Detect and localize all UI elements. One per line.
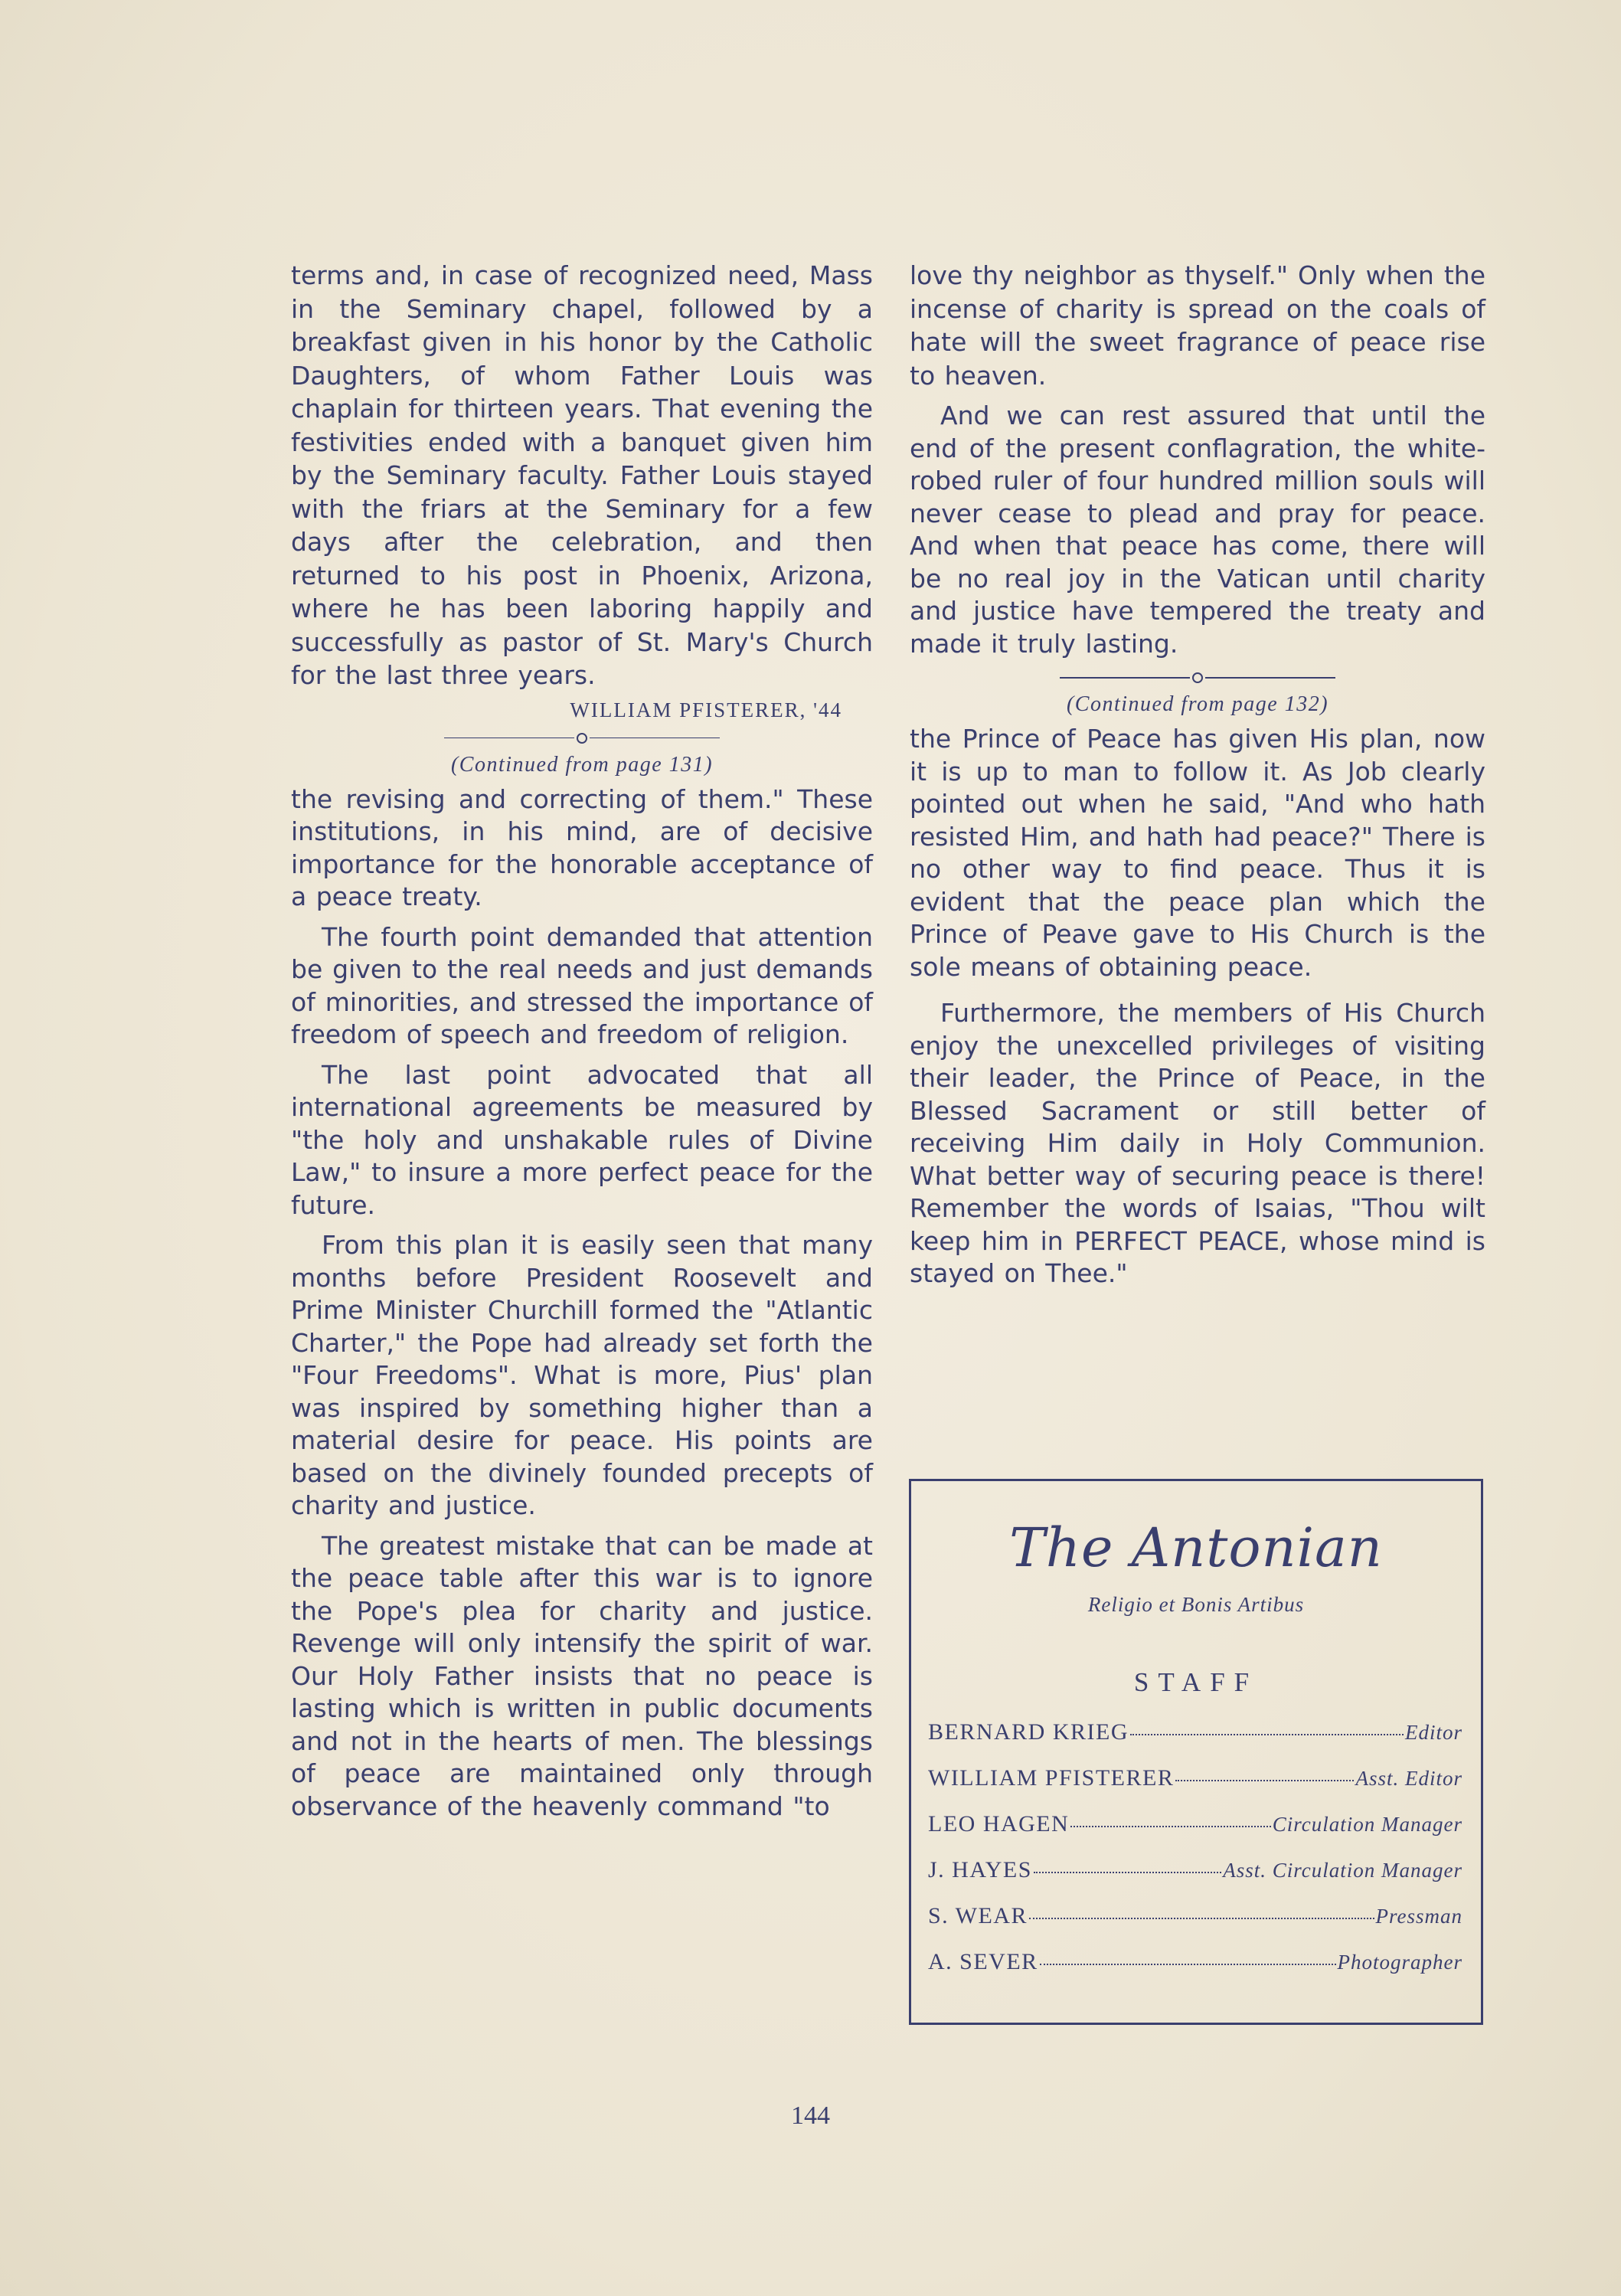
right-paragraph-2: And we can rest assured that until the end of the present conflagration, the white-robed ruler of four hundred million souls will never cease to plead and pray for peace. And when that peace has come, there will be no real joy in the Vatican until charity and justice have tempered the treaty and made it truly lasting. xyxy=(910,401,1485,659)
section-divider xyxy=(910,672,1485,683)
dot-leader xyxy=(1040,1964,1336,1965)
left-paragraph-1: terms and, in case of recognized need, Mass in the Seminary chapel, followed by a breakfast given in his honor by the Catholic Daughters, of whom Father Louis was chaplain for thirteen years. That evening the festivities ended with a banquet given him by the Seminary faculty. Father Louis stayed with the friars at the Seminary for a few days after the celebration, and then returned to his post in Phoenix, Arizona, where he has been laboring happily and successfully as pastor of St. Mary's Church for the last three years. xyxy=(291,260,873,690)
staff-row xyxy=(928,1903,1462,1949)
dot-leader xyxy=(1034,1872,1221,1873)
staff-role: Asst. Circulation Manager xyxy=(1223,1859,1462,1882)
page-number: 144 xyxy=(791,2101,830,2130)
staff-row xyxy=(928,1857,1462,1903)
staff-row xyxy=(928,1719,1462,1765)
masthead-title: The Antonian xyxy=(1009,1516,1383,1579)
left-paragraph-5: From this plan it is easily seen that many months before President Roosevelt and Prime Minister Churchill formed the "Atlantic Charter," the Pope had already set forth the "Four Freedoms". What is more, Pius' plan was inspired by something higher than a material desire for peace. His points are based on the divinely founded precepts of charity and justice. xyxy=(291,1230,873,1520)
staff-role: Pressman xyxy=(1375,1905,1462,1928)
dot-leader xyxy=(1130,1734,1404,1735)
staff-row xyxy=(928,1811,1462,1857)
staff-name: WILLIAM PFISTERER xyxy=(928,1765,1175,1791)
right-column xyxy=(910,259,1485,1290)
right-paragraph-4: Furthermore, the members of His Church enjoy the unexcelled privileges of visiting their leader, the Prince of Peace, in the Blessed Sacrament or still better of receiving Him daily in Holy Communion. What better way of securing peace is there! Remember the words of Isaias, "Thou wilt keep him in PERFECT PEACE, whose mind is stayed on Thee." xyxy=(910,998,1485,1288)
section-divider xyxy=(291,733,873,744)
dot-leader xyxy=(1175,1780,1354,1781)
staff-name: LEO HAGEN xyxy=(928,1811,1070,1836)
left-paragraph-6: The greatest mistake that can be made at the peace table after this war is to ignore the Pope's plea for charity and justice. Revenge will only intensify the spirit of war. Our Holy Father insists that no peace is lasting which is written in public documents and not in the hearts of men. The blessings of peace are maintained only through observance of the heavenly command "to xyxy=(291,1530,873,1821)
left-paragraph-2: the revising and correcting of them." These institutions, in his mind, are of decisive importance for the honorable acceptance of a peace treaty. xyxy=(291,783,873,911)
right-paragraph-3: the Prince of Peace has given His plan, now it is up to man to follow it. As Job clearly pointed out when he said, "And who hath resisted Him, and hath had peace?" There is no other way to find peace. Thus it is evident that the peace plan which the Prince of Peave gave to His Church is the sole means of obtaining peace. xyxy=(910,724,1485,982)
staff-heading: STAFF xyxy=(1133,1667,1259,1697)
left-paragraph-3: The fourth point demanded that attention be given to the real needs and just demands of minorities, and stressed the importance of freedom of speech and freedom of religion. xyxy=(291,921,873,1049)
continued-note-132: (Continued from page 132) xyxy=(1066,692,1329,716)
staff-role: Circulation Manager xyxy=(1272,1813,1462,1836)
dot-leader xyxy=(1029,1918,1374,1919)
left-paragraph-4: The last point advocated that all international agreements be measured by "the holy and unshakable rules of Divine Law," to insure a more perfect peace for the future. xyxy=(291,1059,873,1220)
staff-box xyxy=(909,1479,1483,2025)
staff-row xyxy=(928,1765,1462,1811)
right-paragraph-1: love thy neighbor as thyself." Only when the incense of charity is spread on the coals of hate will the sweet fragrance of peace rise to heaven. xyxy=(910,260,1485,391)
staff-role: Asst. Editor xyxy=(1355,1767,1462,1790)
left-column xyxy=(291,259,873,1823)
masthead-motto: Religio et Bonis Artibus xyxy=(1087,1593,1305,1616)
dot-leader xyxy=(1070,1826,1270,1827)
staff-name: J. HAYES xyxy=(928,1857,1032,1882)
staff-name: S. WEAR xyxy=(928,1903,1028,1928)
continued-note-131: (Continued from page 131) xyxy=(450,752,714,777)
staff-role: Photographer xyxy=(1337,1951,1462,1974)
staff-role: Editor xyxy=(1404,1721,1462,1744)
staff-name: BERNARD KRIEG xyxy=(928,1719,1129,1745)
staff-name: A. SEVER xyxy=(928,1949,1038,1974)
author-signature: WILLIAM PFISTERER, '44 xyxy=(570,698,842,721)
staff-row xyxy=(928,1949,1462,1995)
